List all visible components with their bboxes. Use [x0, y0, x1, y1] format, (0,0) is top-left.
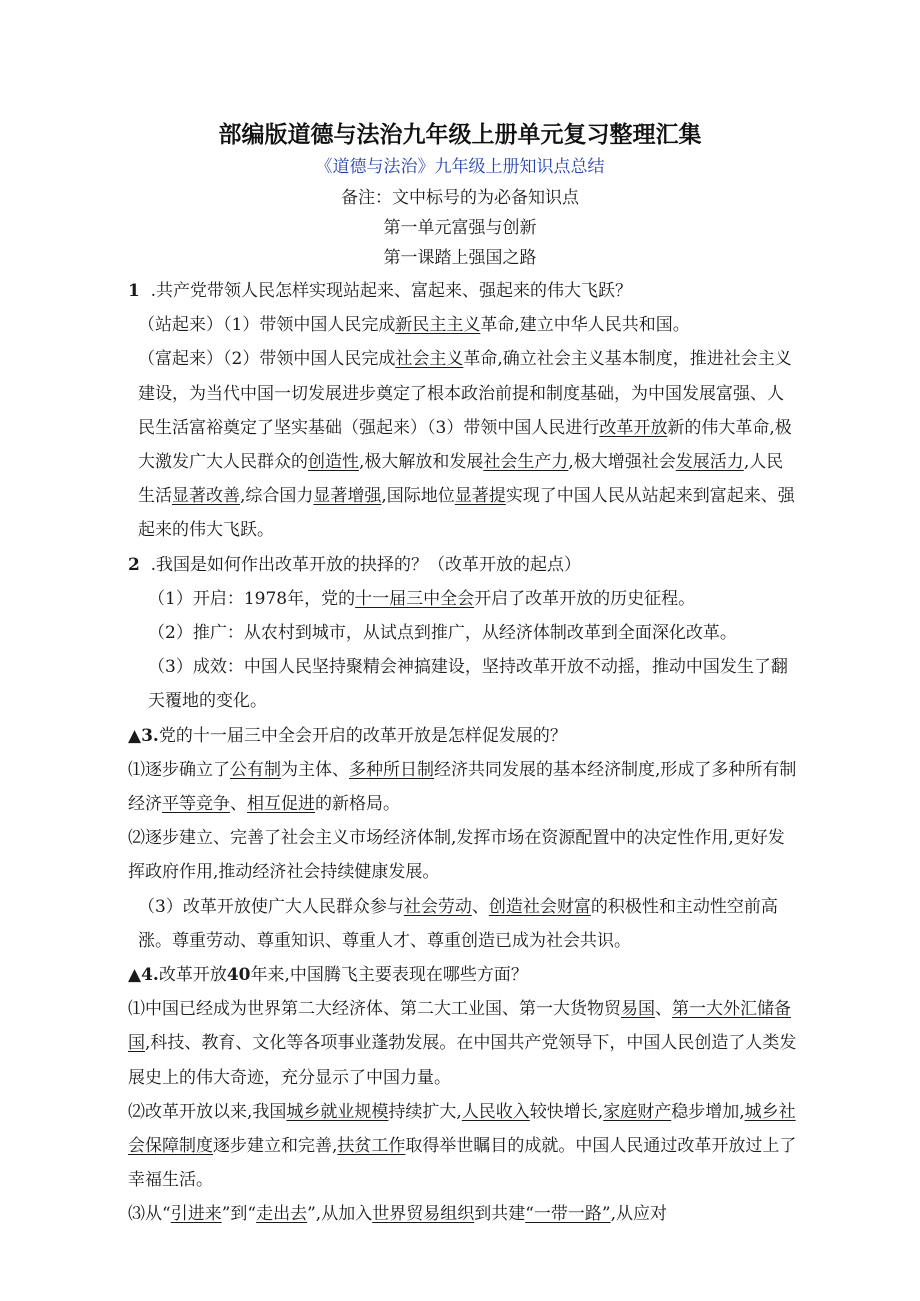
- question-4-point-2: ⑵改革开放以来,我国城乡就业规模持续扩大,人民收入较快增长,家庭财产稳步增加,城乡社会保障制度逐步建立和完善,扶贫工作取得举世瞩目的成就。中国人民通过改革开放过上了幸福生活。: [128, 1101, 797, 1191]
- lesson-title: 第一课踏上强国之路: [383, 248, 537, 268]
- question-2-point-1: （1）开启：1978年，党的十一届三中全会开启了改革开放的历史征程。: [148, 588, 696, 609]
- question-3-point-3: （3）改革开放使广大人民群众参与社会劳动、创造社会财富的积极性和主动性空前高涨。尊重劳动、尊重知识、尊重人才、尊重创造已成为社会共识。: [138, 896, 778, 951]
- unit-title: 第一单元富强与创新: [383, 218, 537, 238]
- document-subtitle: 《道德与法治》九年级上册知识点总结: [315, 157, 605, 177]
- note-line: 备注：文中标号的为必备知识点: [341, 188, 579, 208]
- question-1-point-1: （站起来）（1）带领中国人民完成新民主主义革命,建立中华人民共和国。: [138, 315, 690, 336]
- question-2-heading: 2 .我国是如何作出改革开放的抉择的？（改革开放的起点）: [128, 554, 582, 575]
- question-1-heading: 1 .共产党带领人民怎样实现站起来、富起来、强起来的伟大飞跃？: [128, 281, 633, 301]
- question-2-point-3: （3）成效：中国人民坚持聚精会神搞建设，坚持改革开放不动摇，推动中国发生了翻天覆地的变化。: [148, 657, 788, 712]
- question-3-heading: ▲3.党的十一届三中全会开启的改革开放是怎样促发展的？: [128, 725, 567, 746]
- question-3-point-2: ⑵逐步建立、完善了社会主义市场经济体制,发挥市场在资源配置中的决定性作用,更好发挥政府作用,推动经济社会持续健康发展。: [128, 828, 785, 883]
- question-4-point-1: ⑴中国已经成为世界第二大经济体、第二大工业国、第一大货物贸易国、第一大外汇储备国,科技、教育、文化等各项事业蓬勃发展。在中国共产党领导下，中国人民创造了人类发展史上的伟大奇迹，充分显示了中国力量。: [128, 999, 797, 1088]
- question-4-heading: ▲4.改革开放40年来,中国腾飞主要表现在哪些方面？: [128, 965, 528, 986]
- question-3-point-1: ⑴逐步确立了公有制为主体、多种所日制经济共同发展的基本经济制度,形成了多种所有制经济平等竞争、相互促进的新格局。: [128, 759, 797, 815]
- question-1-point-2: （富起来）（2）带领中国人民完成社会主义革命,确立社会主义基本制度，推进社会主义建设，为当代中国一切发展进步奠定了根本政治前提和制度基础，为中国发展富强、人民生活富裕奠定了坚实基础（强起来）（3）带领中国人民进行改革开放新的伟大革命,极大激发广大人民群众的创造性,极大解放和发展社会生产力,极大增强社会发展活力,人民生活显著改善,综合国力显著增强,国际地位显著提实现了中国人民从站起来到富起来、强起来的伟大飞跃。: [138, 349, 795, 541]
- question-2-point-2: （2）推广：从农村到城市，从试点到推广，从经济体制改革到全面深化改革。: [148, 623, 737, 644]
- document-body: [128, 274, 798, 1232]
- question-4-point-3: ⑶从“引进来”到“走出去”,从加入世界贸易组织到共建“一带一路”,从应对: [128, 1204, 667, 1225]
- document-title: 部编版道德与法治九年级上册单元复习整理汇集: [218, 122, 702, 148]
